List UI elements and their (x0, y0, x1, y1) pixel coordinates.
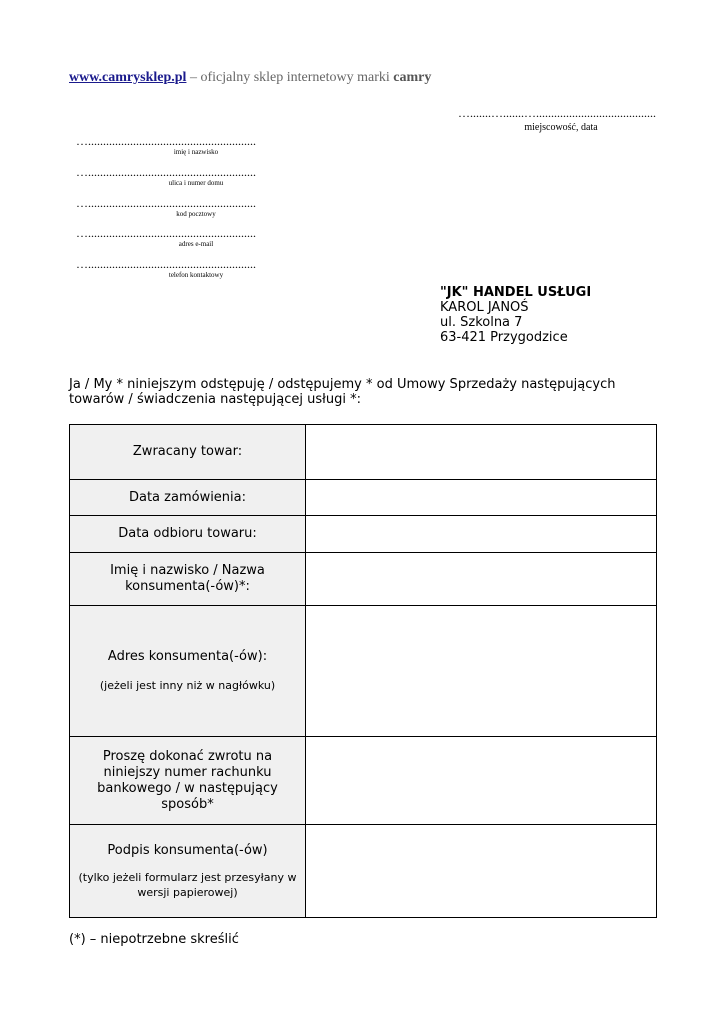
postal-code-field[interactable] (76, 196, 316, 218)
recipient-company: "JK" HANDEL USŁUGI (440, 285, 592, 300)
field-dots: …........................................................ (76, 165, 256, 179)
recipient-street: ul. Szkolna 7 (440, 315, 523, 330)
field-caption: kod pocztowy (176, 210, 216, 218)
consumer-address-input[interactable] (306, 606, 657, 737)
row-label: Zwracany towar: (70, 425, 306, 480)
row-label: Data odbioru towaru: (70, 516, 306, 553)
place-date-dots: ….......….......…........................................ (458, 106, 656, 120)
field-dots: …........................................................ (76, 134, 256, 148)
field-dots: …........................................................ (76, 196, 256, 210)
table-row (70, 516, 657, 553)
shop-link[interactable]: www.camrysklep.pl (69, 70, 187, 85)
row-label: Adres konsumenta(-ów): (107, 649, 268, 664)
refund-method-input[interactable] (306, 737, 657, 825)
row-note: (tylko jeżeli formularz jest przesyłany w wersji papierowej) (78, 870, 297, 899)
phone-field[interactable] (76, 257, 316, 279)
street-field[interactable] (76, 165, 316, 187)
field-caption: imię i nazwisko (173, 148, 219, 156)
table-row (70, 425, 657, 480)
row-label: Imię i nazwisko / Nazwa konsumenta(-ów)*: (70, 553, 306, 606)
row-label: Proszę dokonać zwrotu na niniejszy numer rachunku bankowego / w następujący sposób* (70, 737, 306, 825)
returned-goods-input[interactable] (306, 425, 657, 480)
recipient-city: 63-421 Przygodzice (440, 330, 568, 345)
table-row (70, 480, 657, 516)
row-label: Podpis konsumenta(-ów) (107, 842, 268, 858)
row-label: Data zamówienia: (70, 480, 306, 516)
field-caption: telefon kontaktowy (168, 271, 224, 279)
table-row (70, 825, 657, 918)
recipient-address (440, 285, 591, 345)
header-text: – oficjalny sklep internetowy marki (186, 70, 394, 85)
recipient-person: KAROL JANOŚ (440, 300, 529, 315)
email-field[interactable] (76, 226, 316, 248)
place-date-field[interactable] (406, 106, 656, 133)
field-dots: …........................................................ (76, 226, 256, 240)
table-row (70, 553, 657, 606)
brand-name: camry (393, 70, 432, 85)
place-date-caption: miejscowość, data (524, 122, 598, 133)
receipt-date-input[interactable] (306, 516, 657, 553)
table-row (70, 606, 657, 737)
consumer-name-input[interactable] (306, 553, 657, 606)
field-caption: ulica i numer domu (168, 179, 224, 187)
field-caption: adres e-mail (178, 240, 214, 248)
order-date-input[interactable] (306, 480, 657, 516)
table-row (70, 737, 657, 825)
footnote: (*) – niepotrzebne skreślić (69, 932, 239, 947)
field-dots: …........................................................ (76, 257, 256, 271)
header-line (69, 70, 431, 86)
row-label-cell (70, 606, 306, 737)
signature-input[interactable] (306, 825, 657, 918)
withdrawal-form-table (69, 424, 657, 918)
row-note: (jeżeli jest inny niż w nagłówku) (99, 679, 276, 692)
withdrawal-statement: Ja / My * niniejszym odstępuję / odstępujemy * od Umowy Sprzedaży następujących towarów / świadczenia następującej usługi *: (69, 377, 616, 407)
name-field[interactable] (76, 134, 316, 156)
row-label-cell (70, 825, 306, 918)
